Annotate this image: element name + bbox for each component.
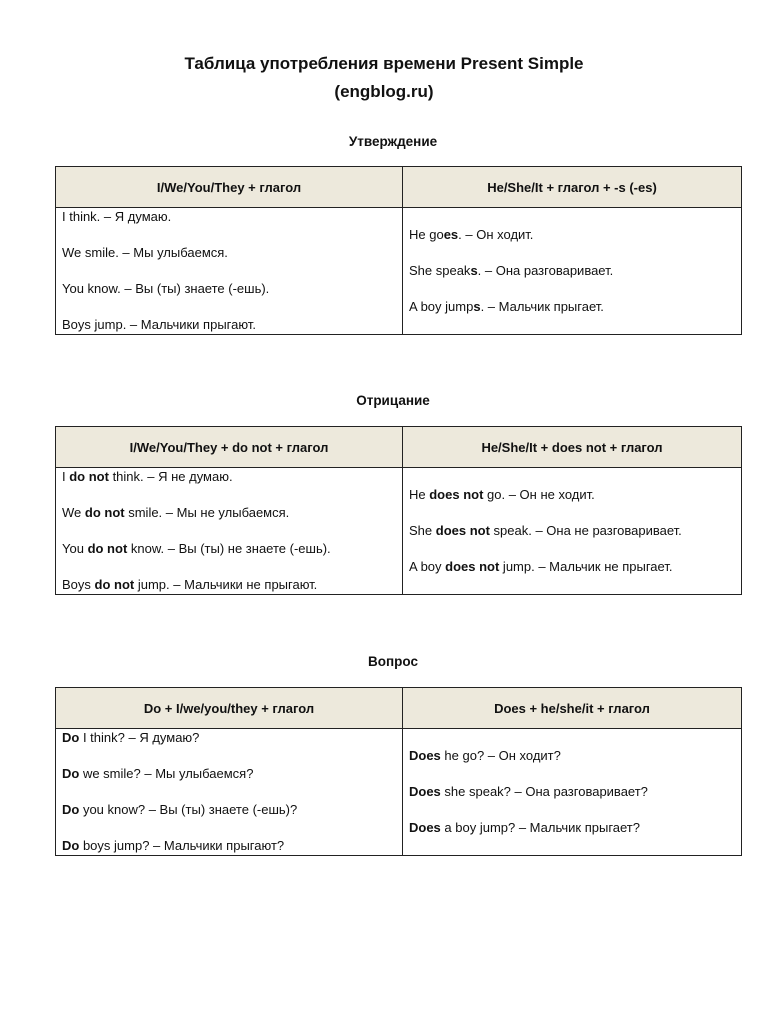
column-header: Does + he/she/it + глагол [403, 688, 742, 729]
example-sentence [62, 244, 396, 262]
example-sentence [62, 837, 396, 855]
column-header: He/She/It + глагол + -s (-es) [403, 167, 742, 208]
example-sentence [409, 486, 735, 504]
grammar-highlight: Do [62, 838, 80, 853]
sentence-text: think. – Я не думаю. [108, 469, 233, 484]
example-sentence [409, 226, 735, 244]
example-sentence [62, 316, 396, 334]
sentence-text: He go [409, 227, 444, 242]
affirmative-table [55, 166, 742, 335]
grammar-highlight: Does [409, 748, 441, 763]
sentence-text: I think? – Я думаю? [79, 730, 200, 745]
sentence-text: . – Она разговаривает. [477, 263, 614, 278]
sentence-text: She speak [409, 263, 471, 278]
example-sentence [409, 558, 735, 576]
grammar-highlight: es [443, 227, 459, 242]
grammar-highlight: does not [435, 523, 490, 538]
negative-table [55, 426, 742, 595]
grammar-highlight: do not [69, 469, 109, 484]
sentence-text: know. – Вы (ты) не знаете (-ешь). [127, 541, 331, 556]
column-header: I/We/You/They + do not + глагол [56, 427, 403, 468]
table-header-row [56, 167, 742, 208]
grammar-highlight: does not [445, 559, 500, 574]
table-header-row [56, 688, 742, 729]
grammar-highlight: Does [409, 820, 441, 835]
example-sentence [62, 280, 396, 298]
sentence-text: go. – Он не ходит. [483, 487, 595, 502]
sentence-text: jump. – Мальчики не прыгают. [134, 577, 318, 592]
example-sentence [62, 468, 396, 486]
sentence-text: smile. – Мы не улыбаемся. [124, 505, 290, 520]
table-row [56, 729, 742, 856]
sentence-text: a boy jump? – Мальчик прыгает? [440, 820, 640, 835]
grammar-highlight: do not [87, 541, 128, 556]
sentence-text: Boys [62, 577, 95, 592]
example-sentence [62, 540, 396, 558]
sentence-text: speak. – Она не разговаривает. [489, 523, 682, 538]
example-sentence [409, 522, 735, 540]
example-sentence [62, 801, 396, 819]
grammar-highlight: s [470, 263, 478, 278]
sentence-text: Boys jump. – Мальчики прыгают. [62, 317, 256, 332]
grammar-highlight: Do [62, 802, 80, 817]
examples-cell [403, 468, 742, 595]
section-heading-question: Вопрос [368, 654, 418, 669]
grammar-highlight: Do [62, 766, 80, 781]
section-heading-negative: Отрицание [356, 393, 430, 408]
sentence-text: You [62, 541, 88, 556]
examples-cell [56, 468, 403, 595]
page-title: Таблица употребления времени Present Simple [184, 54, 584, 73]
grammar-highlight: does not [429, 487, 484, 502]
page-subtitle-source: (engblog.ru) [334, 82, 434, 101]
sentence-text: we smile? – Мы улыбаемся? [79, 766, 254, 781]
question-table [55, 687, 742, 856]
sentence-text: you know? – Вы (ты) знаете (-ешь)? [79, 802, 298, 817]
example-sentence [62, 208, 396, 226]
sentence-text: A boy jump [409, 299, 474, 314]
column-header: Do + I/we/you/they + глагол [56, 688, 403, 729]
sentence-text: You know. – Вы (ты) знаете (-ешь). [62, 281, 270, 296]
sentence-text: boys jump? – Мальчики прыгают? [79, 838, 285, 853]
example-sentence [409, 819, 735, 837]
table-row [56, 468, 742, 595]
sentence-text: I [62, 469, 70, 484]
examples-cell [56, 729, 403, 856]
sentence-text: He [409, 487, 430, 502]
sentence-text: I think. – Я думаю. [62, 209, 172, 224]
example-sentence [409, 783, 735, 801]
example-sentence [62, 576, 396, 594]
example-sentence [62, 765, 396, 783]
sentence-text: she speak? – Она разговаривает? [440, 784, 648, 799]
grammar-highlight: do not [94, 577, 135, 592]
section-heading-affirmative: Утверждение [348, 134, 438, 149]
sentence-text: . – Мальчик прыгает. [480, 299, 604, 314]
table-row [56, 208, 742, 335]
example-sentence [409, 262, 735, 280]
examples-cell [403, 729, 742, 856]
sentence-text: We [62, 505, 85, 520]
table-header-row [56, 427, 742, 468]
grammar-highlight: do not [84, 505, 125, 520]
grammar-highlight: Do [62, 730, 80, 745]
sentence-text: jump. – Мальчик не прыгает. [499, 559, 673, 574]
grammar-highlight: s [473, 299, 481, 314]
examples-cell [56, 208, 403, 335]
example-sentence [409, 747, 735, 765]
sentence-text: . – Он ходит. [458, 227, 534, 242]
grammar-highlight: Does [409, 784, 441, 799]
example-sentence [62, 729, 396, 747]
example-sentence [62, 504, 396, 522]
sentence-text: A boy [409, 559, 446, 574]
example-sentence [409, 298, 735, 316]
examples-cell [403, 208, 742, 335]
sentence-text: he go? – Он ходит? [440, 748, 561, 763]
column-header: I/We/You/They + глагол [56, 167, 403, 208]
column-header: He/She/It + does not + глагол [403, 427, 742, 468]
sentence-text: We smile. – Мы улыбаемся. [62, 245, 228, 260]
sentence-text: She [409, 523, 436, 538]
